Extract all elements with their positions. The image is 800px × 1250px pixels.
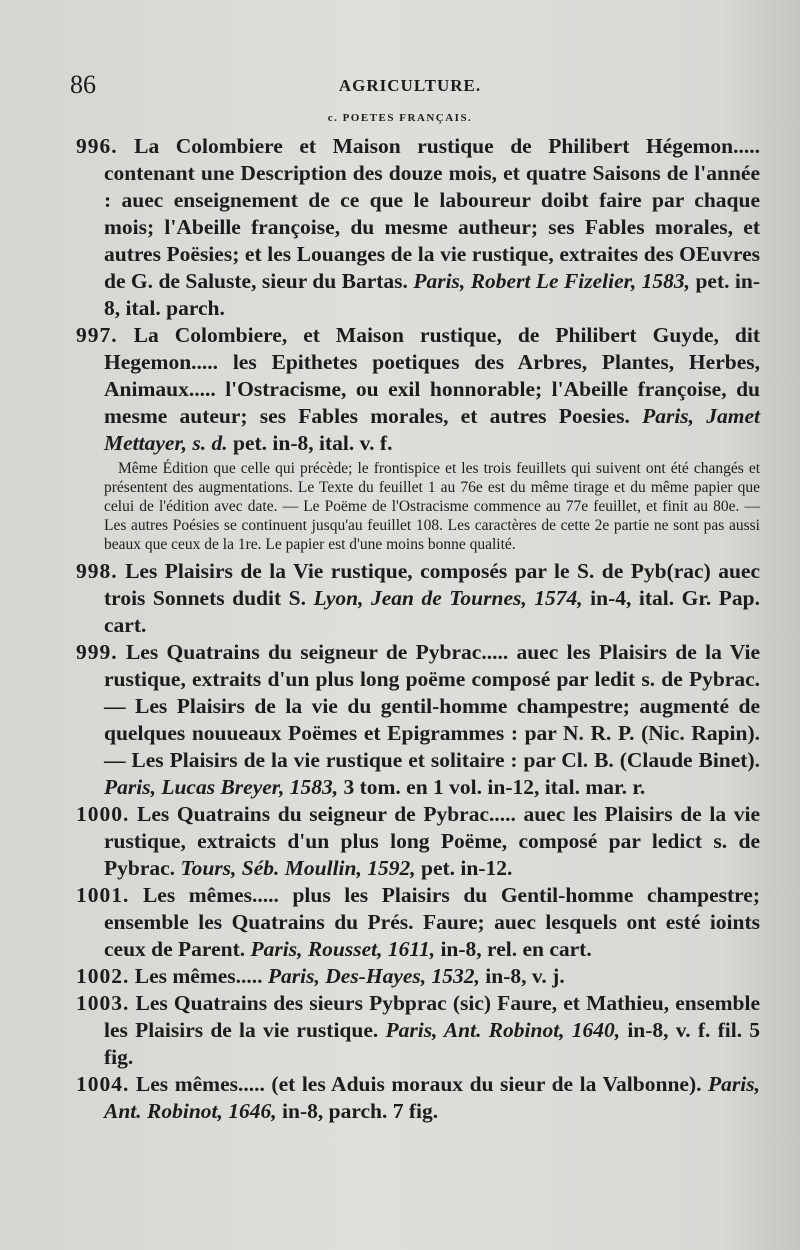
entry-number: 1001. xyxy=(76,883,130,907)
entry-imprint: Paris, Robert Le Fizelier, 1583, xyxy=(413,269,691,293)
catalog-entry xyxy=(76,639,760,801)
entry-format: in-8, rel. en cart. xyxy=(440,937,592,961)
entry-imprint: Paris, Lucas Breyer, 1583, xyxy=(104,775,339,799)
entry-imprint: Paris, Jamet Mettayer, s. d. xyxy=(104,404,760,455)
entry-imprint: Paris, Rousset, 1611, xyxy=(250,937,436,961)
entry-number: 1000. xyxy=(76,802,130,826)
section-title: c. POETES FRANÇAIS. xyxy=(327,112,473,124)
entry-format: pet. in-8, ital. v. f. xyxy=(233,431,393,455)
entry-format: in-4, ital. Gr. Pap. cart. xyxy=(104,586,760,637)
entry-format: pet. in-12. xyxy=(421,856,513,880)
entry-format: pet. in-8, ital. parch. xyxy=(104,269,760,320)
catalog-entry xyxy=(76,558,760,639)
entry-imprint: Lyon, Jean de Tournes, 1574, xyxy=(313,586,583,610)
catalog-entry xyxy=(76,882,760,963)
entry-text: La Colombiere, et Maison rustique, de Philibert Guyde, dit Hegemon..... les Epithetes poetiques des Arbres, Plantes, Herbes, Animaux..... l'Ostracisme, ou exil honnorable; l'Abeille françoise, du mesme auteur; ses Fables morales, et autres Poesies. xyxy=(104,323,761,428)
entry-text: Les Quatrains du seigneur de Pybrac..... auec les Plaisirs de la Vie rustique, extraits d'un plus long poëme composé par ledit s. de Pybrac. — Les Plaisirs de la vie du gentil-homme champestre; augmenté de quelques nouueaux Poëmes et Epigrammes : par N. R. P. (Nic. Rapin). — Les Plaisirs de la vie rustique et solitaire : par Cl. B. (Claude Binet). xyxy=(104,640,760,772)
page-header xyxy=(70,70,750,102)
entry-text: Les Quatrains du seigneur de Pybrac..... auec les Plaisirs de la vie rustique, extraicts d'un plus long Poëme, composé par ledict s. de Pybrac. xyxy=(104,802,761,880)
entry-text: La Colombiere et Maison rustique de Philibert Hégemon..... contenant une Description des douze mois, et quatre Saisons de l'année : auec enseignement de ce que le laboureur doibt faire par chaque mois; l'Abeille françoise, du mesme autheur; ses Fables morales, et autres Poësies; et les Louanges de la vie rustique, extraites des OEuvres de G. de Saluste, sieur du Bartas. xyxy=(104,134,761,293)
entry-imprint: Tours, Séb. Moullin, 1592, xyxy=(180,856,416,880)
entry-format: in-8, v. j. xyxy=(485,964,565,988)
catalog-entry xyxy=(76,963,760,990)
entry-number: 997. xyxy=(76,323,118,347)
entry-text: Les Quatrains des sieurs Pybprac (sic) Faure, et Mathieu, ensemble les Plaisirs de la vie rustique. xyxy=(104,991,760,1042)
catalog-entry xyxy=(76,133,760,322)
entry-number: 1003. xyxy=(76,991,130,1015)
entry-note: Même Édition que celle qui précède; le frontispice et les trois feuillets qui suivent ont été changés et présentent des augmentations. Le Texte du feuillet 1 au 76e est du même tirage et du même papier que celui de l'édition avec date. — Le Poëme de l'Ostracisme commence au 77e feuillet, et finit au 80e. — Les autres Poésies se continuent jusqu'au feuillet 108. Les caractères de cette 2e partie ne sont pas aussi beaux que ceux de la 1re. Le papier est d'une moins bonne qualité. xyxy=(104,460,760,553)
entry-format: in-8, parch. 7 fig. xyxy=(282,1099,439,1123)
entry-imprint: Paris, Des-Hayes, 1532, xyxy=(267,964,480,988)
entry-number: 1002. xyxy=(76,964,130,988)
page-number: 86 xyxy=(70,70,96,99)
entry-text: Les mêmes..... (et les Aduis moraux du sieur de la Valbonne). xyxy=(135,1072,702,1096)
entry-number: 1004. xyxy=(76,1072,130,1096)
entry-number: 996. xyxy=(76,134,118,158)
running-head: AGRICULTURE. xyxy=(338,76,482,95)
catalog-entry xyxy=(76,322,760,457)
entry-format: 3 tom. en 1 vol. in-12, ital. mar. r. xyxy=(343,775,646,799)
catalog-entries xyxy=(76,133,760,1125)
entry-text: Les mêmes..... plus les Plaisirs du Gentil-homme champestre; ensemble les Quatrains du Prés. Faure; auec lesquels ont esté ioints ceux de Parent. xyxy=(104,883,760,961)
entry-imprint: Paris, Ant. Robinot, 1646, xyxy=(104,1072,760,1123)
entry-text: Les mêmes..... xyxy=(134,964,263,988)
catalog-entry xyxy=(76,990,760,1071)
entry-format: in-8, v. f. fil. 5 fig. xyxy=(104,1018,761,1069)
entry-imprint: Paris, Ant. Robinot, 1640, xyxy=(385,1018,621,1042)
catalog-entry xyxy=(76,801,760,882)
entry-number: 998. xyxy=(76,559,118,583)
entry-number: 999. xyxy=(76,640,118,664)
catalog-entry xyxy=(76,1071,760,1125)
entry-text: Les Plaisirs de la Vie rustique, composés par le S. de Pyb(rac) auec trois Sonnets dudit S. xyxy=(104,559,761,610)
